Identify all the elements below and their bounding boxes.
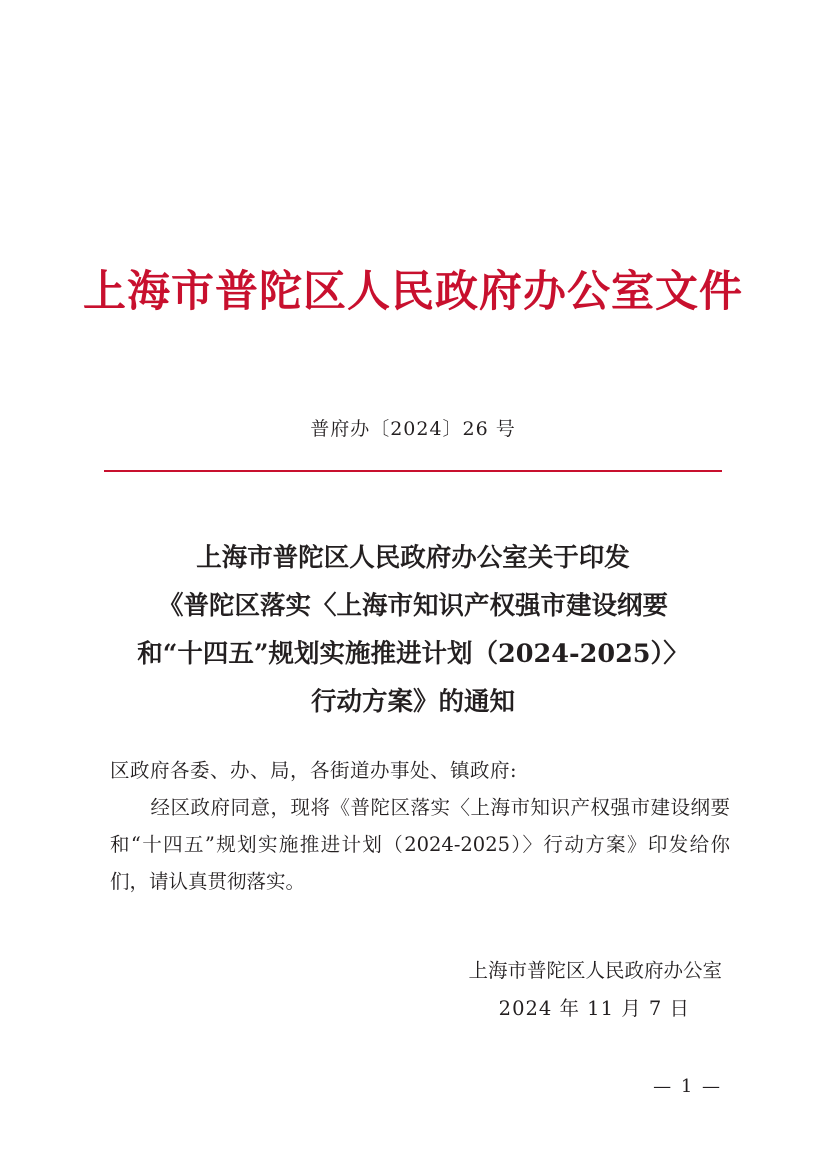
signature-date: 2024 年 11 月 7 日 xyxy=(498,997,690,1020)
title-line-1: 上海市普陀区人民政府办公室关于印发 xyxy=(196,543,630,573)
title-line-3: 和“十四五”规划实施推进计划（2024-2025）〉 xyxy=(137,639,689,669)
title-line-2: 《普陀区落实〈上海市知识产权强市建设纲要 xyxy=(157,591,668,621)
document-body xyxy=(110,752,730,900)
document-title xyxy=(104,534,722,726)
salutation-text: 区政府各委、办、局，各街道办事处、镇政府: xyxy=(110,759,518,782)
signature-organization: 上海市普陀区人民政府办公室 xyxy=(468,959,722,982)
title-line-4: 行动方案》的通知 xyxy=(310,687,515,717)
document-number: 普府办〔2024〕26 号 xyxy=(310,418,516,440)
page-number: — 1 — xyxy=(653,1076,722,1097)
red-divider-rule xyxy=(104,470,722,472)
signature-block xyxy=(0,952,722,1028)
document-header-title: 上海市普陀区人民政府办公室文件 xyxy=(83,267,743,317)
body-paragraph xyxy=(110,789,730,900)
body-paragraph-text: 经区政府同意，现将《普陀区落实〈上海市知识产权强市建设纲要和“十四五”规划实施推进计划（2024-2025）〉行动方案》印发给你们，请认真贯彻落实。 xyxy=(110,796,730,893)
